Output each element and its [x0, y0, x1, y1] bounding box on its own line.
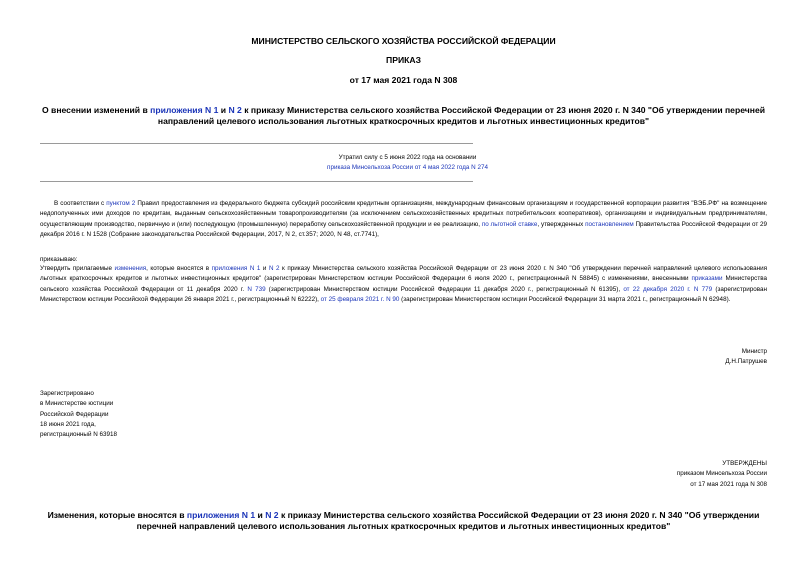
registration-block [40, 389, 240, 440]
link-order-90[interactable]: от 25 февраля 2021 г. N 90 [320, 295, 400, 303]
minister-title: Министр [741, 348, 767, 355]
p1-text-4: Правительства Российской Федерации от 29 декабря 2016 г. N 1528 (Собрание законодательства Российской Федерации, 2017, N 2, ст.357; 2020, N 48, ст.7741), [40, 220, 768, 238]
link-preferential-rate[interactable]: по льготной ставке [481, 220, 538, 228]
title-text-2: и [218, 105, 229, 115]
title-text-1: О внесении изменений в [41, 105, 151, 115]
registration-line-1: Зарегистрировано [40, 390, 94, 397]
registration-line-5: регистрационный N 63918 [40, 431, 118, 439]
link-expired-order[interactable]: приказа Минсельхоза России от 4 мая 2022 года N 274 [327, 164, 488, 171]
p3-text-7: (зарегистрирован Министерством юстиции Российской Федерации 26 января 2021 г., регистрационный N 62222), [40, 285, 767, 303]
approval-line-1: УТВЕРЖДЕНЫ [722, 460, 767, 467]
changes-text-2: и [255, 510, 266, 520]
link-orders[interactable]: приказами [691, 275, 723, 283]
expired-note [250, 153, 565, 173]
expired-line-1: Утратил силу с 5 июня 2022 года на основании [338, 154, 477, 161]
p3-text-5: Министерства сельского хозяйства Российской Федерации от 11 декабря 2020 г. [40, 275, 767, 293]
link-order-779[interactable]: от 22 декабря 2020 г. N 779 [623, 285, 713, 293]
p1-text-2: Правил предоставления из федерального бюджета субсидий российским кредитным организациям, международным финансовым организациям и государственной корпорации развития "ВЭБ.РФ" на возмещение недополученных ими доходов по кредитам, выданным сельскохозяйственным товаропроизводителям (за исключением сельскохозяйственных кредитных потребительских кооперативов), организациям и индивидуальным предпринимателям, осуществляющим производство, первичную и (или) последующую (промышленную) переработку сельскохозяйственной продукции и ее реализацию, [40, 200, 767, 228]
p3-text-8: (зарегистрирован Министерством юстиции Российской Федерации 31 марта 2021 г., регистрационный N 62948). [399, 295, 731, 303]
changes-title [40, 510, 767, 532]
link-resolution[interactable]: постановлением [585, 220, 634, 228]
approval-line-2: приказом Минсельхоза России [676, 470, 767, 478]
changes-text-1: Изменения, которые вносятся в [47, 510, 187, 520]
link-order-739[interactable]: N 739 [247, 285, 266, 293]
changes-text-3: к приказу Министерства сельского хозяйства Российской Федерации от 23 июня 2020 г. N 340 "Об утверждении перечней направлений целевого использования льготных краткосрочных кредитов и льготных инвестиционных кредитов" [136, 510, 760, 531]
p3-text-4: к приказу Министерства сельского хозяйства Российской Федерации от 23 июня 2020 г. N 340 "Об утверждении перечней направлений целевого использования льготных краткосрочных кредитов и льготных инвестиционных кредитов" (зарегистрирован Министерством юстиции Российской Федерации 6 июля 2020 г., регистрационный N 58845) с изменениями, внесенными [40, 265, 767, 283]
p3-text-1: Утвердить прилагаемые [40, 265, 115, 272]
paragraph-order-word: приказываю: [40, 256, 78, 263]
p3-text-2: , которые вносятся в [146, 265, 212, 272]
link-changes-appendix-1[interactable]: приложения N 1 [186, 510, 256, 520]
minister-signature [560, 347, 767, 367]
link-point-2[interactable]: пунктом 2 [106, 200, 136, 207]
registration-line-3: Российской Федерации [40, 410, 109, 418]
order-date: от 17 мая 2021 года N 308 [349, 75, 458, 85]
document-title [40, 105, 767, 127]
title-text-3: к приказу Министерства сельского хозяйства Российской Федерации от 23 июня 2020 г. N 340 "Об утверждении перечней направлений целевого использования льготных краткосрочных кредитов и льготных инвестиционных кредитов" [157, 105, 766, 126]
link-appendix-1[interactable]: приложения N 1 [150, 105, 219, 115]
link-changes-appendix-2[interactable]: N 2 [265, 510, 279, 520]
divider-bottom [40, 181, 473, 182]
approval-block [560, 459, 767, 490]
link-p3-appendix-1[interactable]: приложения N 1 [211, 265, 261, 272]
registration-line-2: в Министерстве юстиции [40, 400, 114, 408]
paragraph-approve [40, 264, 767, 305]
p1-text-1: В соответствии с [54, 200, 107, 207]
link-changes[interactable]: изменения [114, 265, 147, 272]
registration-line-4: 18 июня 2021 года, [40, 420, 96, 428]
minister-name: Д.Н.Патрушев [725, 358, 767, 365]
approval-line-3: от 17 мая 2021 года N 308 [690, 480, 767, 488]
link-appendix-2[interactable]: N 2 [228, 105, 242, 115]
divider-top [40, 143, 473, 144]
order-label: ПРИКАЗ [386, 55, 421, 65]
ministry-heading: МИНИСТЕРСТВО СЕЛЬСКОГО ХОЗЯЙСТВА РОССИЙСКОЙ ФЕДЕРАЦИИ [251, 36, 556, 46]
p1-text-3: , утвержденных [537, 220, 586, 228]
paragraph-basis [40, 199, 767, 240]
link-p3-appendix-2[interactable]: N 2 [268, 265, 280, 272]
p3-text-3: и [260, 265, 269, 272]
p3-text-6: (зарегистрирован Министерством юстиции Российской Федерации 11 декабря 2020 г., регистрационный N 61395), [265, 285, 624, 293]
